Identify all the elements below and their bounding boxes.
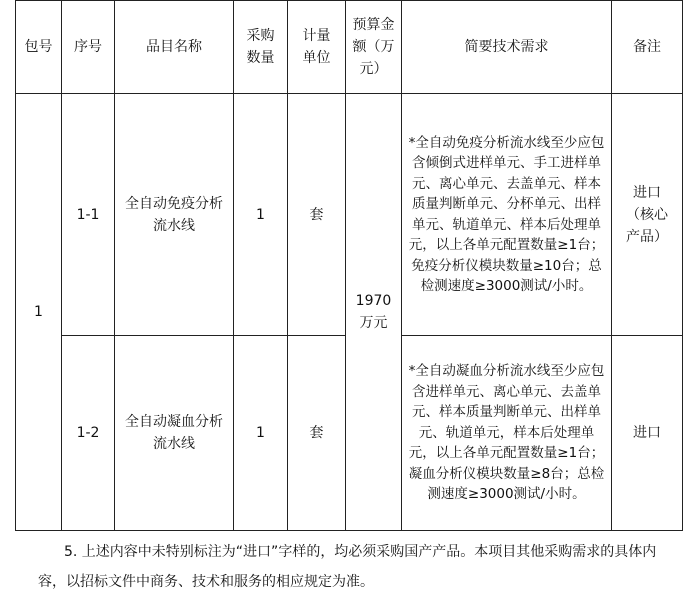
table-row <box>16 94 683 336</box>
header-row <box>16 1 683 94</box>
item-name-text: 全自动凝血分析流水线 <box>125 414 223 452</box>
header-unit-label: 计量单位 <box>302 28 331 66</box>
footnote-paragraph: 5. 上述内容中未特别标注为“进口”字样的，均必须采购国产产品。本项目其他采购需求的具体内容，以招标文件中商务、技术和服务的相应规定为准。 <box>38 544 657 590</box>
unit-cell: 套 <box>288 336 346 531</box>
quantity-cell: 1 <box>234 94 288 336</box>
header-seq-no: 序号 <box>62 1 115 94</box>
procurement-table <box>15 0 683 531</box>
header-tech-requirements: 简要技术需求 <box>402 1 612 94</box>
remarks-cell <box>612 94 683 336</box>
remarks-cell: 进口 <box>612 336 683 531</box>
remarks-text: 进口（核心产品） <box>626 184 668 245</box>
header-budget-label: 预算金额（万元） <box>352 17 395 77</box>
tech-requirements-cell: *全自动凝血分析流水线至少应包含进样单元、离心单元、去盖单元、样本质量判断单元、出样单元、轨道单元，样本后处理单元，以上各单元配置数量≥1台；凝血分析仪模块数量≥8台；总检测速度≥3000测试/小时。 <box>402 336 612 531</box>
header-quantity-label: 采购数量 <box>246 28 275 66</box>
item-name-cell <box>115 336 234 531</box>
seq-no-cell: 1-1 <box>62 94 115 336</box>
item-name-text: 全自动免疫分析流水线 <box>125 195 223 234</box>
header-budget <box>346 1 402 94</box>
budget-text: 1970万元 <box>355 293 392 331</box>
header-quantity <box>234 1 288 94</box>
budget-cell <box>346 94 402 531</box>
header-remarks: 备注 <box>612 1 683 94</box>
package-no-cell: 1 <box>16 94 62 531</box>
header-package-no: 包号 <box>16 1 62 94</box>
seq-no-cell: 1-2 <box>62 336 115 531</box>
quantity-cell: 1 <box>234 336 288 531</box>
unit-cell: 套 <box>288 94 346 336</box>
header-item-name: 品目名称 <box>115 1 234 94</box>
item-name-cell <box>115 94 234 336</box>
tech-requirements-cell: *全自动免疫分析流水线至少应包含倾倒式进样单元、手工进样单元、离心单元、去盖单元、样本质量判断单元、分杯单元、出样单元、轨道单元、样本后处理单元，以上各单元配置数量≥1台；免疫分析仪模块数量≥10台；总检测速度≥3000测试/小时。 <box>402 94 612 336</box>
header-unit <box>288 1 346 94</box>
